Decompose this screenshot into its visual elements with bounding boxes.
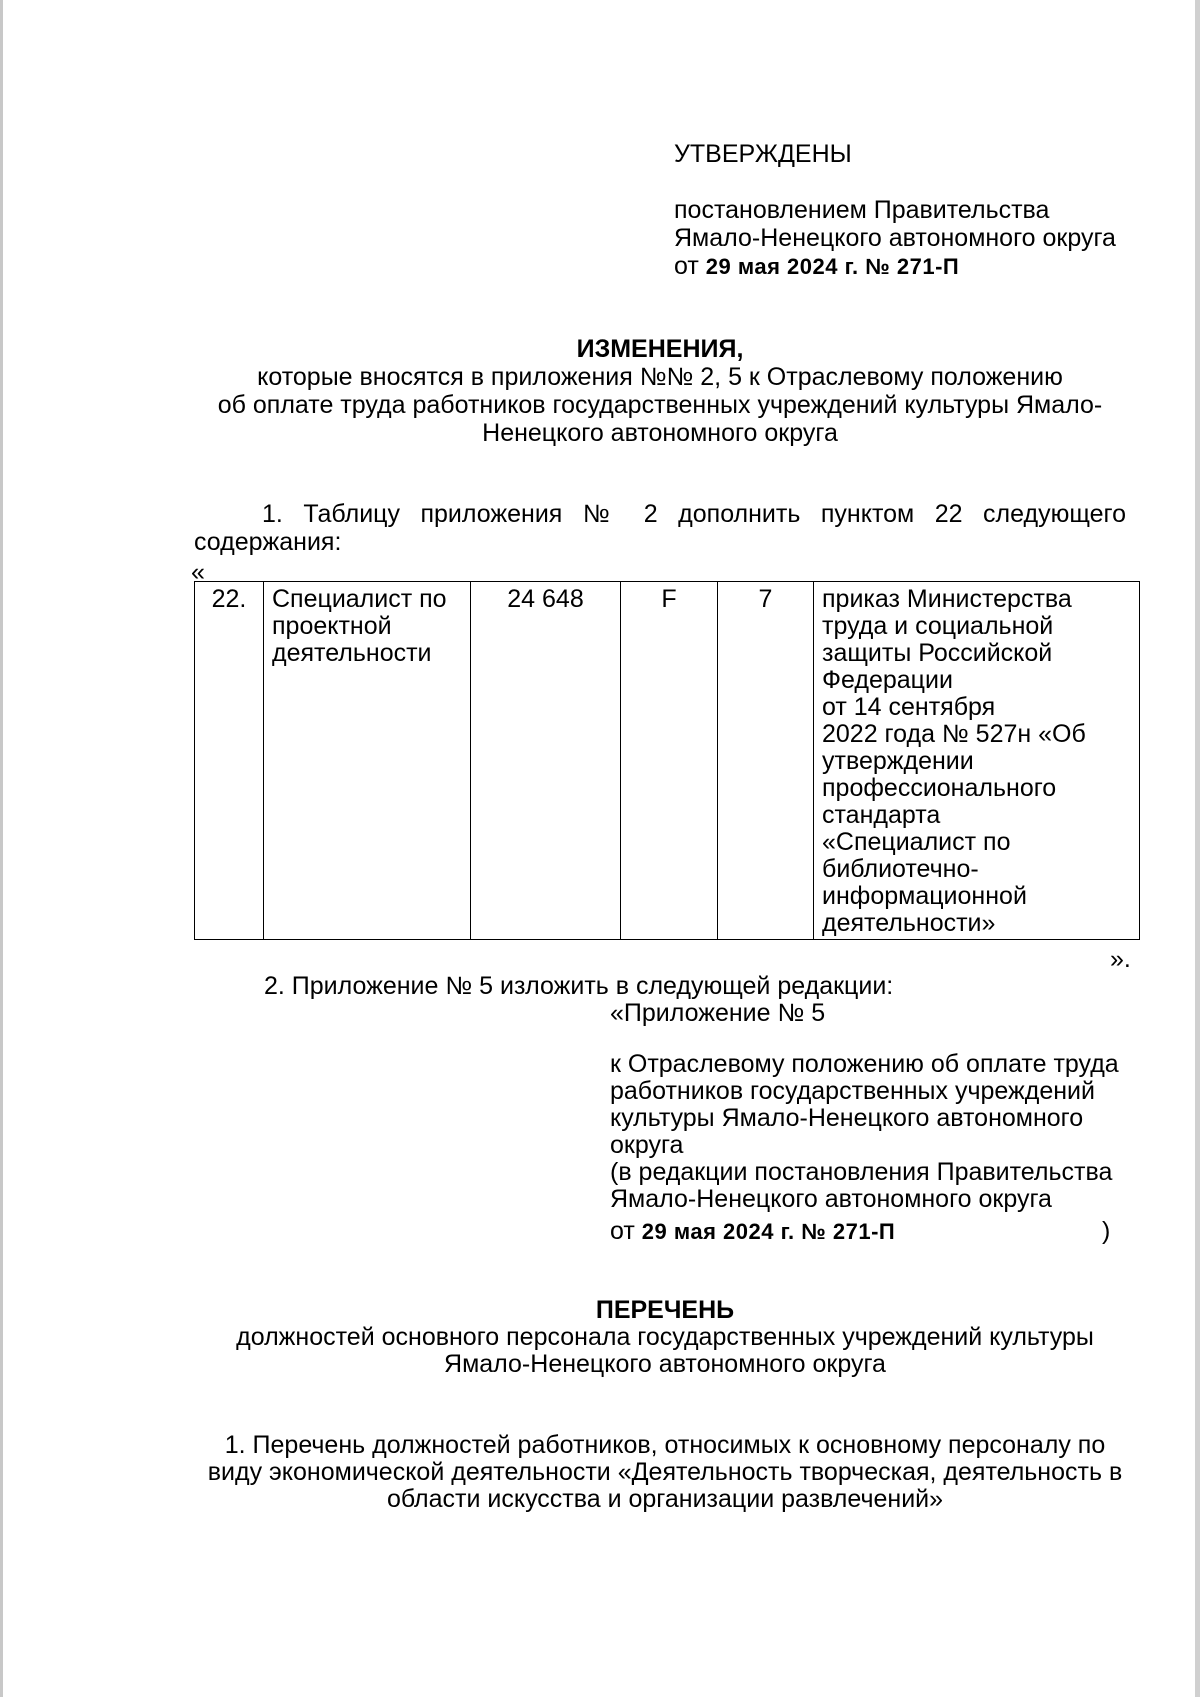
appendix-line-5: (в редакции постановления Правительства [610,1158,1113,1186]
appendix-date [610,1217,895,1246]
positions-table [194,581,1140,940]
section1-line-3: области искусства и организации развлечений» [386,1485,944,1513]
document-title: ИЗМЕНЕНИЯ, [576,335,744,363]
basis-line: деятельности» [822,909,996,937]
list-title-line-2: Ямало-Ненецкого автономного округа [444,1350,886,1378]
appendix-date-prefix: от [610,1217,635,1245]
appendix-line-4: округа [610,1131,684,1159]
item1-text-line-1: 1. Таблицу приложения № 2 дополнить пунктом 22 следующего [262,500,1126,528]
approval-line-1: постановлением Правительства [674,196,1050,224]
title-line-1: которые вносятся в приложения №№ 2, 5 к Отраслевому положению [257,363,1063,391]
item1-close-quote: ». [1110,945,1131,973]
basis-line: «Специалист по [822,828,1011,856]
title-line-2: об оплате труда работников государственных учреждений культуры Ямало- [217,391,1103,419]
cell-qualification: 7 [718,582,814,940]
basis-line: 2022 года № 527н «Об [822,720,1086,748]
basis-line: труда и социальной [822,612,1054,640]
cell-salary: 24 648 [471,582,621,940]
basis-line: Федерации [822,666,953,694]
basis-line: утверждении [822,747,974,775]
basis-line: приказ Министерства [822,585,1072,613]
item2-text: 2. Приложение № 5 изложить в следующей редакции: [264,972,894,1000]
approval-line-2: Ямало-Ненецкого автономного округа [674,224,1116,252]
item1-text-line-2: содержания: [194,528,342,556]
basis-line: информационной [822,882,1027,910]
basis-line: профессионального [822,774,1057,802]
approval-date-value: 29 мая 2024 г. № 271-П [705,254,960,279]
appendix-close-paren: ) [1102,1217,1111,1245]
basis-line: защиты Российской [822,639,1053,667]
appendix-title: «Приложение № 5 [610,999,826,1027]
appendix-date-value: 29 мая 2024 г. № 271-П [641,1219,896,1244]
approval-date-prefix: от [674,252,699,280]
item1-open-quote: « [191,558,205,586]
appendix-line-1: к Отраслевому положению об оплате труда [610,1050,1119,1078]
basis-line: библиотечно- [822,855,979,883]
list-title: ПЕРЕЧЕНЬ [595,1296,735,1324]
approval-heading: УТВЕРЖДЕНЫ [674,140,852,168]
table-row [195,582,1140,940]
approval-date [674,252,959,281]
appendix-line-2: работников государственных учреждений [610,1077,1095,1105]
cell-number: 22. [195,582,264,940]
appendix-line-3: культуры Ямало-Ненецкого автономного [610,1104,1084,1132]
basis-line: от 14 сентября [822,693,996,721]
cell-position: Специалист по проектной деятельности [264,582,471,940]
cell-legal-basis [814,582,1140,940]
section1-line-1: 1. Перечень должностей работников, относимых к основному персоналу по [224,1431,1106,1459]
title-line-3: Ненецкого автономного округа [482,419,838,447]
basis-line: стандарта [822,801,941,829]
appendix-line-6: Ямало-Ненецкого автономного округа [610,1185,1052,1213]
list-title-line-1: должностей основного персонала государственных учреждений культуры [236,1323,1094,1351]
cell-level: F [621,582,718,940]
section1-line-2: виду экономической деятельности «Деятельность творческая, деятельность в [207,1458,1123,1486]
